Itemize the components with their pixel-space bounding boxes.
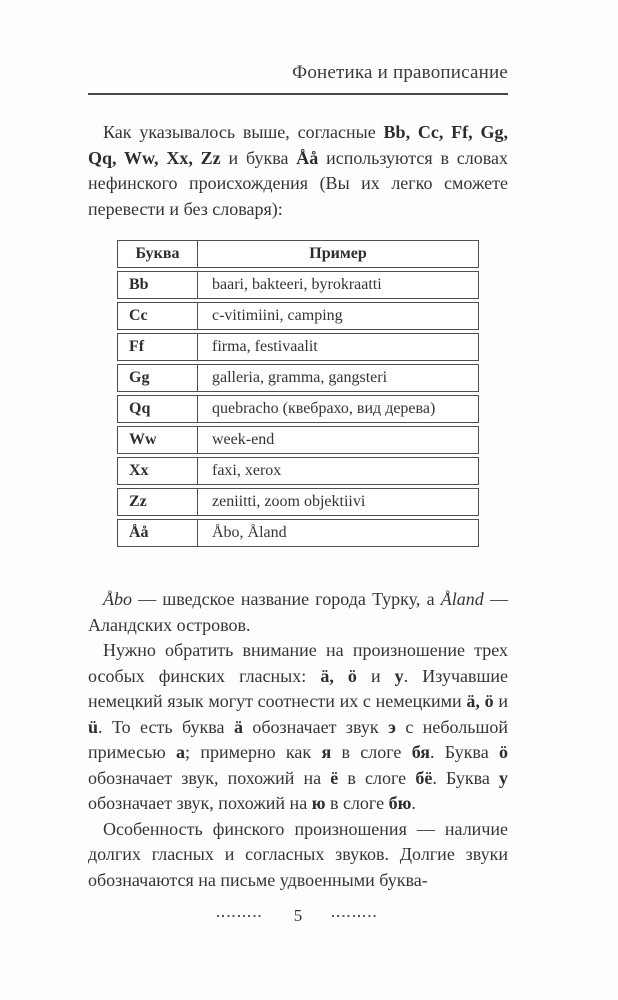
text-segment: — шведское название города Турку, а	[132, 589, 441, 609]
footer-dots-left	[217, 915, 264, 917]
chapter-title: Фонетика и правописание	[292, 62, 508, 83]
text-segment: ä, ö	[320, 665, 357, 686]
text-segment: а	[176, 742, 186, 762]
letter-cell: Bb	[118, 272, 198, 298]
text-segment: Как указывалось выше, согласные	[103, 122, 384, 142]
text-segment: ü	[88, 716, 99, 737]
table-row	[117, 519, 479, 547]
text-segment: . Буква	[430, 742, 499, 762]
text-segment: ё	[330, 767, 339, 788]
table-row	[117, 426, 479, 454]
text-segment: y	[499, 767, 508, 788]
table-row	[117, 488, 479, 516]
text-segment: обозначает звук	[242, 716, 389, 737]
letters-table	[117, 240, 479, 547]
letter-cell: Qq	[118, 396, 198, 422]
page-footer	[88, 906, 508, 926]
text-segment: с небольшой примесью	[88, 716, 508, 762]
example-cell: Åbo, Åland	[212, 524, 287, 541]
text-segment: ö	[484, 691, 494, 711]
vowels-paragraph	[88, 638, 508, 817]
intro-paragraph	[88, 120, 508, 222]
text-segment: ä,	[466, 691, 480, 711]
text-segment: обозначает звук, похожий на	[88, 793, 312, 813]
text-segment: и буква	[220, 147, 297, 168]
letter-cell: Åå	[118, 520, 198, 546]
letter-cell: Ff	[118, 334, 198, 360]
example-cell: week-end	[212, 431, 275, 448]
example-cell: galleria, gramma, gangsteri	[212, 369, 388, 386]
text-segment: — Аландских островов.	[88, 589, 508, 635]
text-segment: и	[356, 665, 395, 686]
example-cell: firma, festivaalit	[212, 338, 318, 355]
text-segment: . Изучавшие немецкий язык могут соотнести их с немецкими	[88, 665, 508, 711]
table-body	[117, 271, 479, 547]
example-cell: zeniitti, zoom objektiivi	[212, 493, 366, 510]
text-segment: Åbo	[103, 589, 132, 609]
table-header-row	[117, 240, 479, 268]
text-segment: . То есть буква	[98, 716, 234, 737]
letter-cell: Cc	[118, 303, 198, 329]
table-row	[117, 364, 479, 392]
table-row	[117, 302, 479, 330]
example-cell: c-vitimiini, camping	[212, 307, 343, 324]
text-segment: используются в словах нефинского происхождения (Вы их легко сможете перевести и без словаря):	[88, 147, 508, 219]
text-segment: y	[394, 665, 404, 686]
page-number: 5	[293, 906, 303, 925]
footer-dots-right	[332, 915, 379, 917]
column-header-example: Пример	[309, 245, 367, 262]
table-row	[117, 271, 479, 299]
table-row	[117, 457, 479, 485]
table-row	[117, 333, 479, 361]
text-segment: бя	[411, 742, 430, 762]
text-segment: Åland	[440, 589, 484, 609]
letter-cell: Ww	[118, 427, 198, 453]
text-segment: Нужно обратить внимание на произношение трех особых финских гласных:	[88, 640, 508, 686]
text-segment: бё	[415, 767, 433, 788]
letter-cell: Zz	[118, 489, 198, 515]
text-segment: Особенность финского произношения — наличие долгих гласных и согласных звуков. Долгие звуки обозначаются на письме удвоенными буква-	[88, 818, 508, 890]
column-header-letter: Буква	[118, 241, 198, 267]
letter-cell: Xx	[118, 458, 198, 484]
text-segment: Åå	[296, 147, 319, 168]
text-segment: в слоге	[331, 742, 412, 762]
text-segment: .	[411, 793, 416, 813]
letter-cell: Gg	[118, 365, 198, 391]
text-segment: в слоге	[338, 767, 416, 788]
text-segment: в слоге	[325, 793, 389, 813]
text-segment: ю	[311, 793, 326, 813]
running-header	[88, 62, 508, 95]
text-segment: я	[321, 742, 332, 762]
text-segment: э	[388, 716, 396, 737]
text-segment: Bb, Cc, Ff, Gg, Qq, Ww, Xx, Zz	[88, 122, 508, 168]
example-cell: faxi, xerox	[212, 462, 282, 479]
example-cell: quebracho (квебрахо, вид дерева)	[212, 400, 436, 417]
text-segment: ö	[499, 742, 508, 762]
text-segment: обозначает звук, похожий на	[88, 767, 331, 788]
text-segment: ; примерно как	[185, 742, 322, 762]
long-sounds-paragraph	[88, 817, 508, 894]
text-segment: . Буква	[432, 767, 499, 788]
table-row	[117, 395, 479, 423]
text-segment: ä	[233, 716, 243, 737]
abo-note-paragraph	[88, 587, 508, 638]
text-segment: и	[493, 691, 508, 711]
example-cell: baari, bakteeri, byrokraatti	[212, 276, 382, 293]
text-segment: бю	[388, 793, 412, 813]
